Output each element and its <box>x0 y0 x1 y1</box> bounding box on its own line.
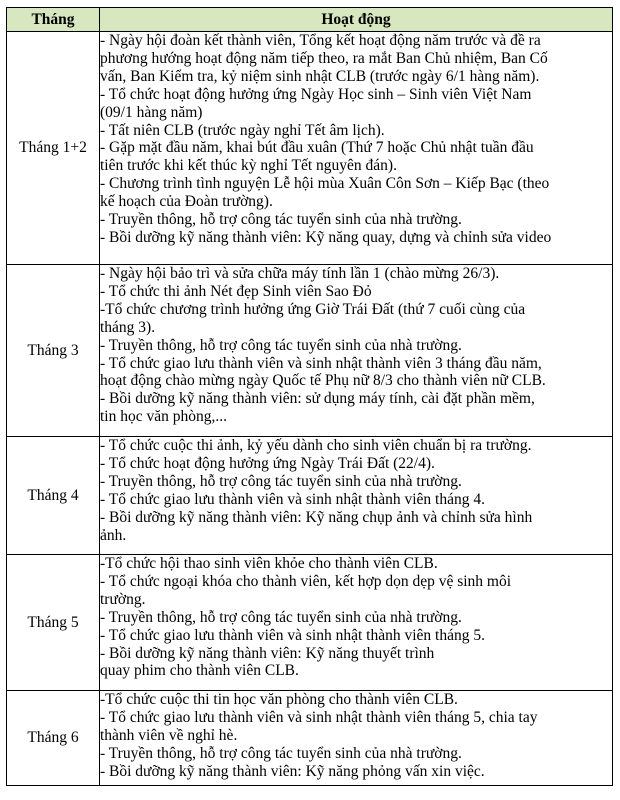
activity-item: - Tổ chức giao lưu thành viên và sinh nhật thành viên tháng 5, chia tay thành viên về nghỉ hè. <box>100 708 538 744</box>
month-cell: Tháng 3 <box>7 265 100 437</box>
activity-column-header: Hoạt động <box>100 8 613 32</box>
activity-item: - Chương trình tình nguyện Lễ hội mùa Xuân Côn Sơn – Kiếp Bạc (theo kế hoạch của Đoàn trường). <box>100 175 550 211</box>
activity-item: - Tổ chức cuộc thi ảnh, kỷ yếu dành cho sinh viên chuẩn bị ra trường. <box>100 437 532 454</box>
activities-cell <box>100 555 613 691</box>
activity-item: -Tổ chức cuộc thi tin học văn phòng cho thành viên CLB. <box>100 691 458 708</box>
activity-item: - Gặp mặt đầu năm, khai bút đầu xuân (Thứ 7 hoặc Chủ nhật tuần đầu tiên trước khi kết thúc kỳ nghỉ Tết nguyên đán). <box>100 139 534 175</box>
table-header-row <box>7 8 613 32</box>
activity-item: -Tổ chức hội thao sinh viên khỏe cho thành viên CLB. <box>100 555 438 572</box>
table-row <box>7 32 613 265</box>
activity-item: -Tổ chức chương trình hưởng ứng Giờ Trái Đất (thứ 7 cuối cùng của tháng 3). <box>100 300 526 336</box>
activity-item: - Tất niên CLB (trước ngày nghỉ Tết âm lịch). <box>100 121 385 139</box>
activity-item: - Truyền thông, hỗ trợ công tác tuyển sinh của nhà trường. <box>100 608 462 626</box>
activity-item: - Bồi dưỡng kỹ năng thành viên: Kỹ năng chụp ảnh và chỉnh sửa hình ảnh. <box>100 508 533 544</box>
table-row <box>7 437 613 555</box>
activities-cell <box>100 265 613 437</box>
activity-plan-table <box>6 7 613 786</box>
activity-item: - Bồi dưỡng kỹ năng thành viên: Kỹ năng phỏng vấn xin việc. <box>100 762 485 780</box>
activity-item: - Truyền thông, hỗ trợ công tác tuyển sinh của nhà trường. <box>100 336 462 354</box>
activity-item: - Tổ chức hoạt động hưởng ứng Ngày Học sinh – Sinh viên Việt Nam (09/1 hàng năm) <box>100 85 532 121</box>
activity-item: - Tổ chức ngoại khóa cho thành viên, kết hợp dọn dẹp vệ sinh môi trường. <box>100 572 512 608</box>
activity-item: - Truyền thông, hỗ trợ công tác tuyển sinh của nhà trường. <box>100 211 462 229</box>
activity-item: - Truyền thông, hỗ trợ công tác tuyển sinh của nhà trường. <box>100 744 462 762</box>
month-cell: Tháng 5 <box>7 555 100 691</box>
activity-item: - Tổ chức hoạt động hưởng ứng Ngày Trái Đất (22/4). <box>100 454 435 472</box>
activity-item: - Bồi dưỡng kỹ năng thành viên: sử dụng máy tính, cài đặt phần mềm, tin học văn phòng,... <box>100 390 535 426</box>
activity-item: - Tổ chức giao lưu thành viên và sinh nhật thành viên tháng 5. <box>100 626 485 644</box>
activities-cell <box>100 437 613 555</box>
activity-item: - Tổ chức giao lưu thành viên và sinh nhật thành viên tháng 4. <box>100 490 485 508</box>
month-cell: Tháng 1+2 <box>7 32 100 265</box>
activity-item: - Tổ chức giao lưu thành viên và sinh nhật thành viên 3 tháng đầu năm, hoạt động chào mừng ngày Quốc tế Phụ nữ 8/3 cho thành viên nữ CLB. <box>100 354 546 390</box>
month-column-header: Tháng <box>7 8 100 32</box>
activities-cell <box>100 691 613 786</box>
month-cell: Tháng 6 <box>7 691 100 786</box>
activity-item: - Tổ chức thi ảnh Nét đẹp Sinh viên Sao Đỏ <box>100 282 372 300</box>
activity-item: - Truyền thông, hỗ trợ công tác tuyển sinh của nhà trường. <box>100 472 462 490</box>
activity-item: - Ngày hội bảo trì và sửa chữa máy tính lần 1 (chào mừng 26/3). <box>100 265 500 282</box>
month-cell: Tháng 4 <box>7 437 100 555</box>
table-row <box>7 691 613 786</box>
activity-item: - Bồi dưỡng kỹ năng thành viên: Kỹ năng quay, dựng và chỉnh sửa video <box>100 228 552 246</box>
activity-item: - Ngày hội đoàn kết thành viên, Tổng kết hoạt động năm trước và đề ra phương hướng hoạt động năm tiếp theo, ra mắt Ban Chủ nhiệm, Ban Cố vấn, Ban Kiểm tra, kỷ niệm sinh nhật CLB (trước ngày 6/1 hàng năm). <box>100 32 548 85</box>
table-row <box>7 555 613 691</box>
activity-item: - Bồi dưỡng kỹ năng thành viên: Kỹ năng thuyết trình quay phim cho thành viên CLB. <box>100 644 435 680</box>
activities-cell <box>100 32 613 265</box>
table-row <box>7 265 613 437</box>
